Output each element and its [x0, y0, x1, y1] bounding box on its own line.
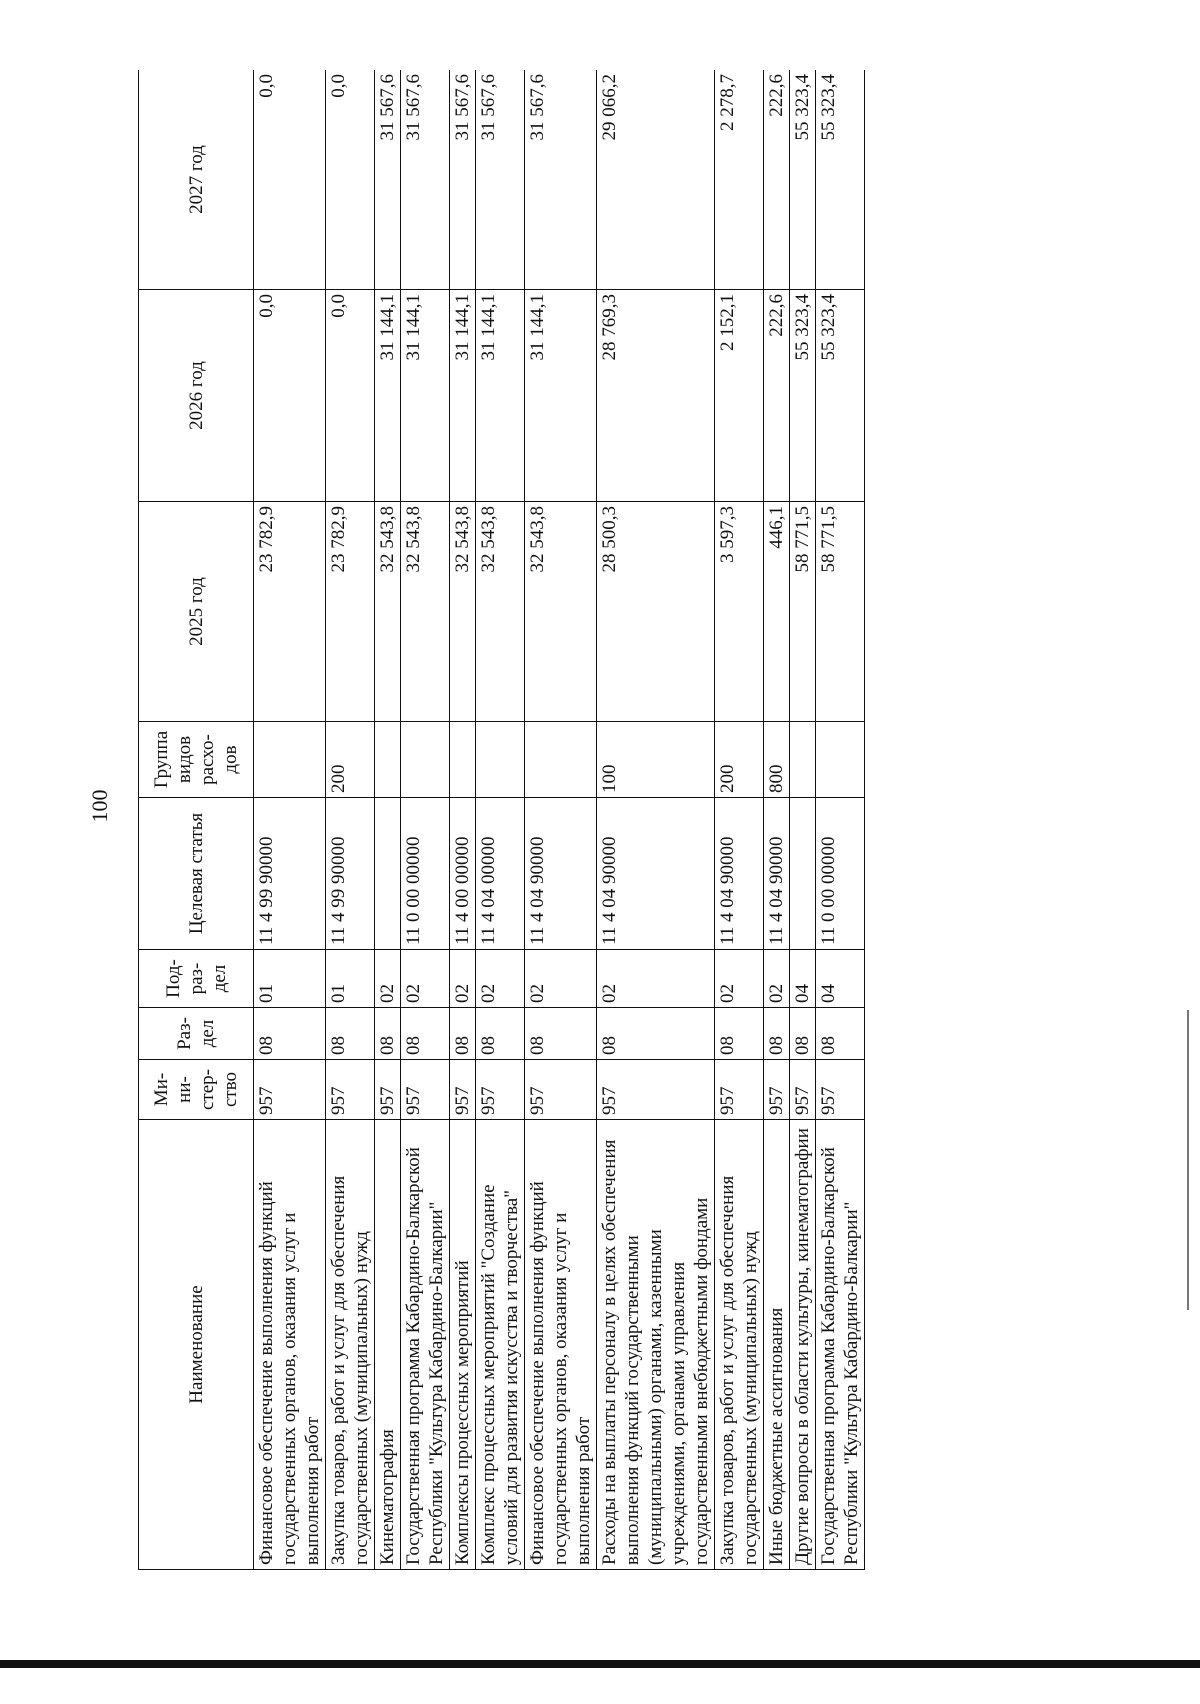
table-row	[790, 70, 816, 1570]
cell-subsection: 02	[375, 950, 401, 1008]
cell-group	[816, 722, 865, 798]
cell-subsection: 02	[401, 950, 450, 1008]
cell-subsection: 02	[597, 950, 715, 1008]
cell-ministry: 957	[375, 1060, 401, 1120]
cell-2025: 58 771,5	[790, 502, 816, 722]
budget-table	[138, 70, 865, 1570]
cell-2027: 31 567,6	[401, 70, 450, 290]
cell-target: 11 4 04 90000	[715, 798, 764, 950]
cell-target: 11 4 00 00000	[450, 798, 476, 950]
cell-2027: 55 323,4	[790, 70, 816, 290]
header-name: Наименование	[139, 1120, 254, 1570]
cell-target	[375, 798, 401, 950]
table-row	[476, 70, 525, 1570]
cell-group	[450, 722, 476, 798]
cell-2025: 32 543,8	[476, 502, 525, 722]
cell-subsection: 02	[450, 950, 476, 1008]
cell-group: 200	[715, 722, 764, 798]
cell-2025: 32 543,8	[375, 502, 401, 722]
table-row	[254, 70, 326, 1570]
cell-name: Кинематография	[375, 1120, 401, 1570]
cell-section: 08	[764, 1008, 790, 1060]
cell-2025: 23 782,9	[326, 502, 375, 722]
cell-ministry: 957	[476, 1060, 525, 1120]
cell-2026: 55 323,4	[790, 290, 816, 502]
table-row	[401, 70, 450, 1570]
cell-2025: 32 543,8	[450, 502, 476, 722]
cell-subsection: 01	[254, 950, 326, 1008]
cell-subsection: 02	[764, 950, 790, 1008]
table-row	[764, 70, 790, 1570]
cell-section: 08	[375, 1008, 401, 1060]
cell-section: 08	[450, 1008, 476, 1060]
cell-target: 11 0 00 00000	[816, 798, 865, 950]
header-2026: 2026 год	[139, 290, 254, 502]
cell-group	[790, 722, 816, 798]
cell-target: 11 4 99 90000	[326, 798, 375, 950]
cell-2025: 23 782,9	[254, 502, 326, 722]
cell-2027: 31 567,6	[375, 70, 401, 290]
cell-ministry: 957	[401, 1060, 450, 1120]
scan-margin-line	[1187, 1010, 1189, 1310]
header-ministry: Ми-ни-стер-ство	[139, 1060, 254, 1120]
cell-ministry: 957	[450, 1060, 476, 1120]
cell-2026: 55 323,4	[816, 290, 865, 502]
cell-name: Закупка товаров, работ и услуг для обеспечения государственных (муниципальных) нужд	[715, 1120, 764, 1570]
cell-target: 11 4 04 90000	[525, 798, 597, 950]
cell-name: Иные бюджетные ассигнования	[764, 1120, 790, 1570]
table-header-row	[139, 70, 254, 1570]
cell-2025: 32 543,8	[525, 502, 597, 722]
cell-subsection: 02	[476, 950, 525, 1008]
table-row	[525, 70, 597, 1570]
cell-2027: 0,0	[254, 70, 326, 290]
cell-name: Другие вопросы в области культуры, кинематографии	[790, 1120, 816, 1570]
header-expense-group: Группа видов расхо-дов	[139, 722, 254, 798]
cell-target: 11 4 04 90000	[764, 798, 790, 950]
cell-name: Государственная программа Кабардино-Балкарской Республики "Культура Кабардино-Балкарии"	[816, 1120, 865, 1570]
cell-section: 08	[326, 1008, 375, 1060]
cell-group: 200	[326, 722, 375, 798]
cell-2026: 31 144,1	[476, 290, 525, 502]
cell-target: 11 4 04 00000	[476, 798, 525, 950]
cell-2027: 55 323,4	[816, 70, 865, 290]
cell-ministry: 957	[764, 1060, 790, 1120]
header-subsection: Под-раз-дел	[139, 950, 254, 1008]
cell-name: Финансовое обеспечение выполнения функций государственных органов, оказания услуг и выполнения работ	[254, 1120, 326, 1570]
cell-section: 08	[715, 1008, 764, 1060]
cell-section: 08	[476, 1008, 525, 1060]
cell-group	[254, 722, 326, 798]
cell-target: 11 4 04 90000	[597, 798, 715, 950]
cell-2026: 0,0	[254, 290, 326, 502]
cell-2026: 31 144,1	[525, 290, 597, 502]
header-2025: 2025 год	[139, 502, 254, 722]
cell-2025: 58 771,5	[816, 502, 865, 722]
table-row	[597, 70, 715, 1570]
cell-2027: 222,6	[764, 70, 790, 290]
cell-2025: 28 500,3	[597, 502, 715, 722]
cell-2026: 31 144,1	[401, 290, 450, 502]
cell-2026: 2 152,1	[715, 290, 764, 502]
budget-table-wrapper	[138, 70, 1042, 1570]
cell-target	[790, 798, 816, 950]
cell-section: 08	[790, 1008, 816, 1060]
cell-2027: 31 567,6	[450, 70, 476, 290]
cell-subsection: 02	[715, 950, 764, 1008]
table-row	[450, 70, 476, 1570]
cell-2026: 0,0	[326, 290, 375, 502]
cell-subsection: 01	[326, 950, 375, 1008]
cell-name: Комплексы процессных мероприятий	[450, 1120, 476, 1570]
cell-2026: 31 144,1	[375, 290, 401, 502]
cell-subsection: 02	[525, 950, 597, 1008]
cell-name: Государственная программа Кабардино-Балкарской Республики "Культура Кабардино-Балкарии"	[401, 1120, 450, 1570]
scan-bottom-edge	[0, 1660, 1200, 1668]
table-row	[375, 70, 401, 1570]
cell-2026: 28 769,3	[597, 290, 715, 502]
cell-section: 08	[597, 1008, 715, 1060]
cell-group	[375, 722, 401, 798]
cell-2027: 31 567,6	[525, 70, 597, 290]
header-target: Целевая статья	[139, 798, 254, 950]
cell-section: 08	[401, 1008, 450, 1060]
cell-2025: 32 543,8	[401, 502, 450, 722]
page-number: 100	[87, 789, 112, 823]
table-row	[715, 70, 764, 1570]
cell-ministry: 957	[790, 1060, 816, 1120]
cell-ministry: 957	[254, 1060, 326, 1120]
rotated-table-container	[138, 70, 1042, 1570]
cell-name: Комплекс процессных мероприятий "Создание условий для развития искусства и творчества"	[476, 1120, 525, 1570]
cell-section: 08	[254, 1008, 326, 1060]
table-row	[816, 70, 865, 1570]
cell-2027: 2 278,7	[715, 70, 764, 290]
cell-group	[476, 722, 525, 798]
cell-ministry: 957	[597, 1060, 715, 1120]
cell-group	[401, 722, 450, 798]
cell-2025: 446,1	[764, 502, 790, 722]
cell-target: 11 0 00 00000	[401, 798, 450, 950]
cell-section: 08	[816, 1008, 865, 1060]
cell-ministry: 957	[816, 1060, 865, 1120]
header-2027: 2027 год	[139, 70, 254, 290]
cell-ministry: 957	[326, 1060, 375, 1120]
cell-group: 800	[764, 722, 790, 798]
cell-2027: 29 066,2	[597, 70, 715, 290]
cell-2027: 0,0	[326, 70, 375, 290]
cell-target: 11 4 99 90000	[254, 798, 326, 950]
cell-2026: 31 144,1	[450, 290, 476, 502]
table-row	[326, 70, 375, 1570]
cell-subsection: 04	[816, 950, 865, 1008]
cell-2026: 222,6	[764, 290, 790, 502]
cell-2027: 31 567,6	[476, 70, 525, 290]
header-section: Раз-дел	[139, 1008, 254, 1060]
cell-name: Финансовое обеспечение выполнения функций государственных органов, оказания услуг и выполнения работ	[525, 1120, 597, 1570]
cell-ministry: 957	[715, 1060, 764, 1120]
cell-2025: 3 597,3	[715, 502, 764, 722]
cell-group	[525, 722, 597, 798]
cell-ministry: 957	[525, 1060, 597, 1120]
cell-name: Закупка товаров, работ и услуг для обеспечения государственных (муниципальных) нужд	[326, 1120, 375, 1570]
cell-section: 08	[525, 1008, 597, 1060]
cell-name: Расходы на выплаты персоналу в целях обеспечения выполнения функций государственными (муниципальными) органами, казенными учреждениями, органами управления государственными внебюджетными фондами	[597, 1120, 715, 1570]
cell-subsection: 04	[790, 950, 816, 1008]
cell-group: 100	[597, 722, 715, 798]
